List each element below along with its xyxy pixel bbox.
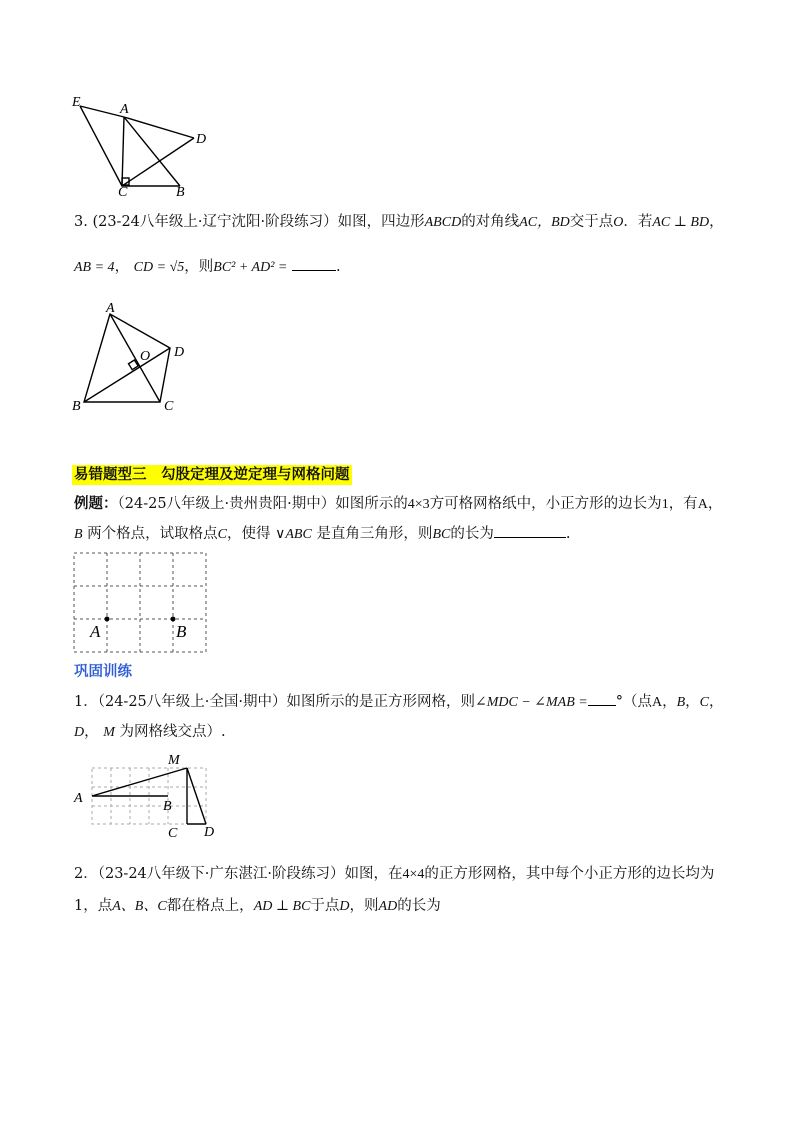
fig2-label-o: O: [140, 349, 151, 364]
example-pt-a: A: [697, 497, 708, 512]
fig1-ad: [124, 117, 194, 138]
q1-d: D: [74, 725, 85, 740]
fig2-ac: [110, 314, 160, 402]
example-text1b: 方可格网格纸中，小正方形的边长为: [429, 496, 662, 512]
p3-cond3: CD = √5: [133, 260, 185, 275]
fig2-label-c: C: [164, 399, 174, 414]
fig1-label-d: D: [196, 132, 207, 147]
q2-text2b: 都在格点上，: [166, 898, 254, 914]
p3-ac-bd: AC，BD: [519, 215, 570, 230]
fig1-ea: [80, 106, 124, 117]
p3-text1e: ，: [709, 214, 724, 230]
example-text2a: 两个格点，试取格点: [87, 526, 218, 542]
example-grid-size: 4×3: [407, 497, 430, 512]
q1-text1: 1．（24-25八年级上·全国·期中）如图所示的是正方形网格，则: [74, 694, 475, 710]
practice-q2-line1: [74, 864, 714, 885]
q1-c: C: [699, 695, 710, 710]
example-text2c: 是直角三角形，则: [316, 526, 433, 542]
p3-answer-blank[interactable]: [292, 256, 336, 271]
p3-text1: 3. (23-24八年级上·辽宁沈阳·阶段练习）如图，四边形: [74, 214, 425, 230]
example-label: 例题：: [74, 496, 118, 512]
q1-c2: ，: [685, 694, 700, 710]
figure-2-diagram: [64, 296, 204, 416]
fig4-label-a: A: [74, 791, 83, 806]
p3-text2c: .: [335, 259, 341, 275]
fig4-label-m: M: [168, 753, 180, 768]
p3-text1b: 的对角线: [461, 214, 520, 230]
fig2-label-b: B: [72, 399, 81, 414]
q1-c1: ，: [662, 694, 677, 710]
q2-d: D: [339, 899, 350, 914]
example-triangle: ∨ABC: [275, 527, 312, 542]
practice-q2-line2: [74, 896, 441, 917]
fig3-label-b: B: [176, 622, 187, 641]
p3-text1d: ．若: [623, 214, 653, 230]
example-text1c: ，有: [668, 496, 698, 512]
fig3-point-b: [171, 617, 176, 622]
practice-q1-line1: [74, 691, 724, 713]
p3-abcd: ABCD: [424, 215, 462, 230]
practice-q1-line2: [74, 722, 226, 743]
p3-text2b: ，则: [184, 259, 214, 275]
fig2-label-a: A: [106, 301, 115, 316]
example-answer-blank[interactable]: [494, 523, 566, 538]
q1-b: B: [676, 695, 686, 710]
example-one: 1: [661, 497, 669, 512]
fig4-am: [92, 768, 187, 796]
fig1-label-c: C: [118, 185, 128, 198]
q2-pts: A、B、C: [112, 899, 167, 914]
fig1-label-e: E: [72, 95, 81, 110]
example-line1: [74, 494, 722, 515]
q1-expr: ∠MDC − ∠MAB =: [475, 695, 588, 710]
q2-text1b: 的正方形网格，其中每个小正方形的边长均为: [424, 866, 715, 882]
p3-cond2: AB = 4: [74, 260, 115, 275]
figure-3-grid: [70, 550, 212, 656]
fig1-shape: [80, 106, 180, 186]
example-pt-c: C: [217, 527, 228, 542]
fig2-quadrilateral: [84, 314, 170, 402]
example-comma: ，: [707, 496, 723, 512]
practice-heading: 巩固训练: [74, 664, 132, 680]
q2-text2a: 1，点: [74, 898, 113, 914]
q1-a: A: [651, 695, 663, 710]
p3-sep: ，: [114, 259, 130, 275]
example-pt-b: B: [74, 527, 83, 542]
q2-text2e: 的长为: [397, 898, 441, 914]
fig4-md2: [187, 768, 206, 824]
example-text2d: 的长为: [450, 526, 494, 542]
figure-1-diagram: [68, 92, 218, 198]
figure-4-diagram: [70, 748, 230, 840]
problem-3-line2: [74, 256, 341, 278]
q1-answer-blank[interactable]: [588, 691, 616, 706]
fig4-label-b: B: [163, 799, 172, 814]
fig3-point-a: [105, 617, 110, 622]
p3-text1c: 交于点: [569, 214, 614, 230]
example-end: .: [565, 526, 571, 542]
q2-cond: AD ⊥ BC: [253, 899, 311, 914]
fig2-label-d: D: [174, 345, 185, 360]
q1-m: M: [103, 725, 115, 740]
fig4-label-c: C: [168, 826, 178, 840]
q1-c3: ，: [709, 694, 724, 710]
fig1-label-a: A: [120, 102, 129, 117]
p3-point-o: O: [613, 215, 624, 230]
q2-text1: 2．（23-24八年级下·广东湛江·阶段练习）如图，在: [74, 866, 403, 882]
fig1-dc: [122, 138, 194, 186]
p3-cond1: AC ⊥ BD: [652, 215, 710, 230]
q2-text2d: ，则: [349, 898, 379, 914]
q2-grid: 4×4: [402, 867, 425, 882]
problem-3-line1: [74, 212, 724, 233]
example-text2b: ，使得: [227, 526, 271, 542]
q2-text2c: 于点: [310, 898, 340, 914]
fig1-ab: [124, 117, 180, 186]
fig3-label-a: A: [90, 622, 101, 641]
q1-text2: 为网格线交点）.: [119, 724, 226, 740]
example-line2: [74, 523, 570, 545]
example-text1: （24-25八年级上·贵州贵阳·期中）如图所示的: [117, 496, 408, 512]
fig1-label-b: B: [176, 185, 185, 198]
section-heading: 易错题型三 勾股定理及逆定理与网格问题: [74, 467, 350, 483]
q1-deg: °（点: [615, 694, 652, 710]
example-bc: BC: [432, 527, 451, 542]
q2-ad: AD: [378, 899, 398, 914]
p3-expr: BC² + AD² =: [213, 260, 288, 275]
fig4-label-d: D: [204, 825, 215, 840]
fig1-ac: [122, 117, 124, 186]
q1-c4: ，: [84, 724, 99, 740]
